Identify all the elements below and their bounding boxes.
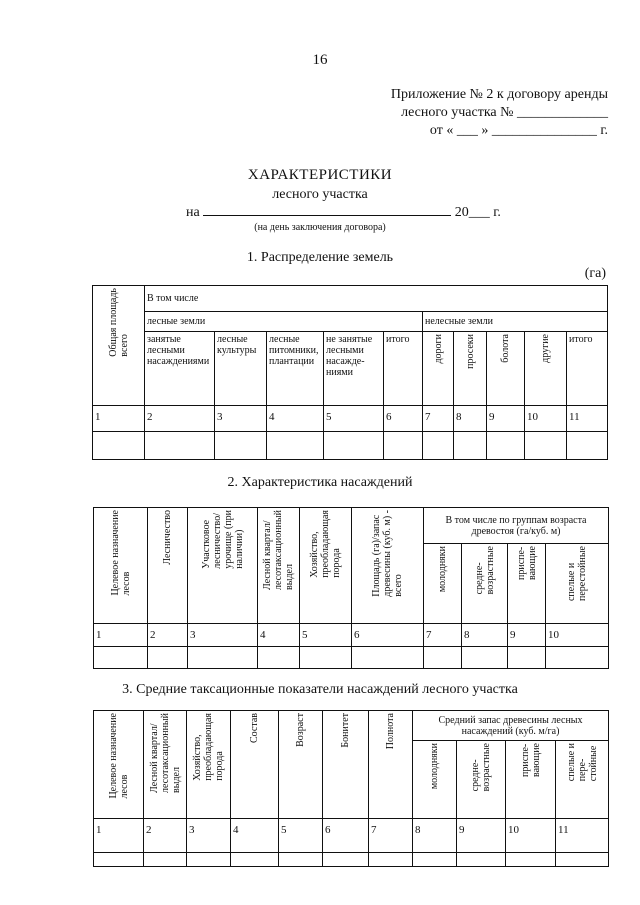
section2-heading: 2. Характеристика насаждений — [227, 475, 413, 490]
appendix-line-1: Приложение № 2 к договору аренды — [390, 87, 608, 102]
appendix-line-3: от « ___ » _______________ г. — [429, 123, 608, 138]
s3-age-col-3: приспе- вающие — [506, 741, 556, 819]
s2-col-area: Площадь (га)/запас древесины (куб. м) - всего — [352, 508, 424, 624]
s2-age-col-2: средне- возрастные — [462, 544, 508, 624]
s1-num: 9 — [487, 406, 525, 432]
s3-col-quarter: Лесной квартал/ лесотаксационный выдел — [144, 711, 187, 819]
s3-num: 5 — [279, 819, 323, 853]
s2-number-row — [94, 624, 609, 647]
s2-num: 2 — [148, 624, 188, 647]
s2-num: 7 — [424, 624, 462, 647]
s3-age-col-2: средне- возрастные — [457, 741, 506, 819]
s3-col-species: Хозяйство, преобладающая порода — [187, 711, 231, 819]
s3-num: 1 — [94, 819, 144, 853]
land-distribution-table — [92, 285, 608, 460]
date-prefix: на — [186, 205, 200, 220]
s1-num: 2 — [145, 406, 215, 432]
s2-num: 5 — [300, 624, 352, 647]
date-year: 20___ г. — [454, 205, 501, 220]
date-line — [186, 203, 501, 221]
document-subtitle: лесного участка — [272, 187, 368, 202]
s2-num: 3 — [188, 624, 258, 647]
s2-num: 4 — [258, 624, 300, 647]
stands-table — [93, 507, 609, 669]
s3-num: 3 — [187, 819, 231, 853]
s3-num: 4 — [231, 819, 279, 853]
s1-num: 8 — [454, 406, 487, 432]
s1-forest: лесные земли — [145, 312, 423, 332]
s2-col-species: Хозяйство, преобладающая порода — [300, 508, 352, 624]
s2-age-col-4: спелые и перестойные — [546, 544, 609, 624]
date-note: (на день заключения договора) — [254, 222, 386, 233]
s3-age-col-4: спелые и пере- стойные — [556, 741, 609, 819]
s2-num: 10 — [546, 624, 609, 647]
s2-age-group: В том числе по группам возраста древостоя (га/куб. м) — [424, 508, 609, 544]
s3-col-purpose: Целевое назначение лесов — [94, 711, 144, 819]
s1-nonforest: нелесные земли — [423, 312, 608, 332]
s3-num: 8 — [413, 819, 457, 853]
s1-col-total: Общая площадь всего — [93, 286, 145, 406]
s1-nonforest-col-1: дороги — [423, 332, 454, 406]
s3-num: 9 — [457, 819, 506, 853]
s3-num: 2 — [144, 819, 187, 853]
s1-incl: В том числе — [145, 286, 608, 312]
s2-num: 1 — [94, 624, 148, 647]
s1-forest-col-1: занятые лесными насаждениями — [145, 332, 215, 406]
s3-col-density: Полнота — [369, 711, 413, 819]
section1-unit: (га) — [584, 266, 606, 281]
s3-number-row — [94, 819, 609, 853]
s1-empty-row — [93, 432, 608, 460]
s1-num: 7 — [423, 406, 454, 432]
document-title: ХАРАКТЕРИСТИКИ — [247, 167, 393, 183]
s1-num: 10 — [525, 406, 567, 432]
s1-forest-col-4: не занятые лесными насажде-ниями — [324, 332, 384, 406]
taxation-table — [93, 710, 609, 867]
s2-age-col-1: молодняки — [424, 544, 462, 624]
s1-nonforest-total: итого — [567, 332, 608, 406]
s3-empty-row — [94, 853, 609, 867]
date-blank — [203, 203, 451, 216]
s2-empty-row — [94, 647, 609, 669]
s3-col-age: Возраст — [279, 711, 323, 819]
s1-nonforest-col-4: другие — [525, 332, 567, 406]
s1-forest-col-2: лесные культуры — [215, 332, 267, 406]
s1-num: 11 — [567, 406, 608, 432]
s2-num: 6 — [352, 624, 424, 647]
s1-forest-col-3: лесные питомники, плантации — [267, 332, 324, 406]
appendix-line-2: лесного участка № _____________ — [401, 105, 608, 120]
s2-col-district: Участковое лесничество/ урочище (при наличии) — [188, 508, 258, 624]
s1-number-row — [93, 406, 608, 432]
s3-num: 10 — [506, 819, 556, 853]
s1-nonforest-col-2: просеки — [454, 332, 487, 406]
s3-num: 7 — [369, 819, 413, 853]
s3-stock-group: Средний запас древесины лесных насаждений (куб. м/га) — [413, 711, 609, 741]
s1-num: 4 — [267, 406, 324, 432]
s3-col-composition: Состав — [231, 711, 279, 819]
section3-heading: 3. Средние таксационные показатели насаждений лесного участка — [122, 682, 518, 697]
section1-heading: 1. Распределение земель — [246, 250, 394, 265]
s1-num: 3 — [215, 406, 267, 432]
s1-num: 6 — [384, 406, 423, 432]
s1-num: 5 — [324, 406, 384, 432]
s2-col-forestry: Лесничество — [148, 508, 188, 624]
s2-age-col-3: приспе- вающие — [508, 544, 546, 624]
s3-col-bonitet: Бонитет — [323, 711, 369, 819]
s3-num: 6 — [323, 819, 369, 853]
s1-forest-col-5: итого — [384, 332, 423, 406]
s2-col-quarter: Лесной квартал/ лесотаксационный выдел — [258, 508, 300, 624]
s3-num: 11 — [556, 819, 609, 853]
s2-num: 9 — [508, 624, 546, 647]
s1-num: 1 — [93, 406, 145, 432]
s3-age-col-1: молодняки — [413, 741, 457, 819]
s1-nonforest-col-3: болота — [487, 332, 525, 406]
s2-num: 8 — [462, 624, 508, 647]
s2-col-purpose: Целевое назначение лесов — [94, 508, 148, 624]
page-number: 16 — [312, 52, 328, 68]
appendix-header — [391, 86, 608, 140]
